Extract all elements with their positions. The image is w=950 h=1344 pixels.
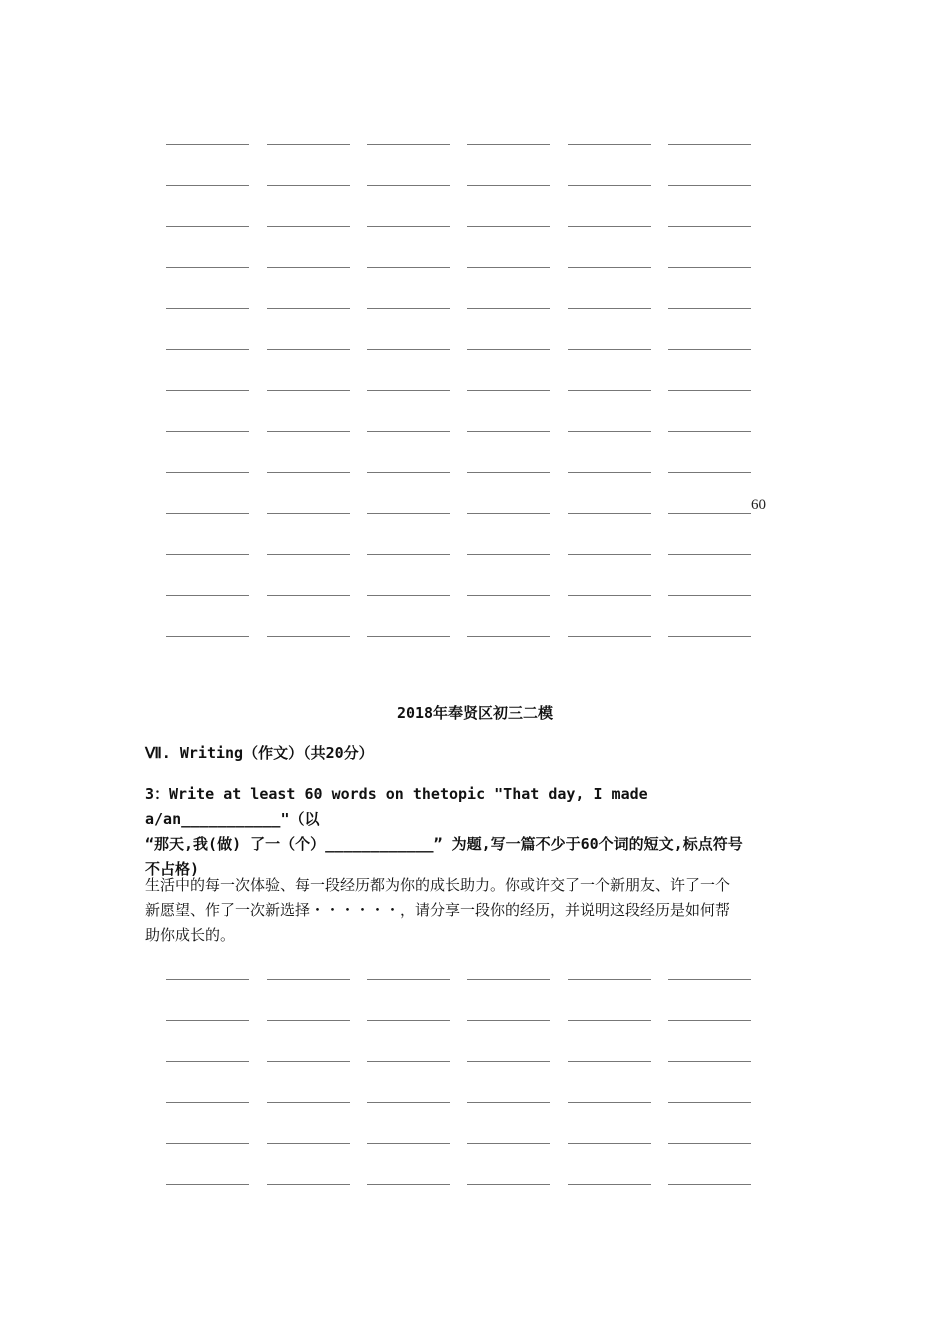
answer-blank[interactable] [166, 267, 249, 268]
answer-blank[interactable] [267, 349, 350, 350]
answer-line-row [0, 349, 950, 351]
answer-blank[interactable] [367, 349, 450, 350]
answer-line-row [0, 1061, 950, 1063]
answer-blank[interactable] [467, 1184, 550, 1185]
answer-blank[interactable] [166, 595, 249, 596]
answer-blank[interactable] [166, 1102, 249, 1103]
answer-blank[interactable] [267, 472, 350, 473]
answer-blank[interactable] [367, 636, 450, 637]
page-title: 2018年奉贤区初三二模 [396, 704, 554, 722]
answer-blank[interactable] [568, 1184, 651, 1185]
answer-blank[interactable] [267, 267, 350, 268]
answer-line-row [0, 226, 950, 228]
answer-blank[interactable] [467, 144, 550, 145]
answer-blank[interactable] [367, 390, 450, 391]
answer-blank[interactable] [568, 472, 651, 473]
answer-line-row [0, 595, 950, 597]
description-line-1: 生活中的每一次体验、每一段经历都为你的成长助力。你或许交了一个新朋友、许了一个 [145, 876, 731, 894]
answer-blank[interactable] [568, 979, 651, 980]
answer-blank[interactable] [367, 308, 450, 309]
answer-blank[interactable] [367, 1102, 450, 1103]
answer-line-row [0, 979, 950, 981]
answer-blank[interactable] [467, 513, 550, 514]
answer-blank[interactable] [467, 554, 550, 555]
answer-blank[interactable] [267, 144, 350, 145]
answer-blank[interactable] [568, 554, 651, 555]
answer-blank[interactable] [467, 390, 550, 391]
answer-blank[interactable] [267, 513, 350, 514]
answer-blank[interactable] [467, 979, 550, 980]
answer-blank[interactable] [166, 472, 249, 473]
answer-blank[interactable] [267, 185, 350, 186]
answer-blank[interactable] [467, 308, 550, 309]
answer-line-row [0, 308, 950, 310]
answer-blank[interactable] [568, 267, 651, 268]
answer-blank[interactable] [568, 1143, 651, 1144]
answer-blank[interactable] [467, 1143, 550, 1144]
answer-blank[interactable] [166, 513, 249, 514]
answer-blank[interactable] [267, 226, 350, 227]
answer-blank[interactable] [668, 1143, 751, 1144]
answer-blank[interactable] [568, 1061, 651, 1062]
answer-blank[interactable] [467, 636, 550, 637]
answer-blank[interactable] [568, 513, 651, 514]
answer-blank[interactable] [668, 1061, 751, 1062]
answer-blank[interactable] [467, 1020, 550, 1021]
answer-blank[interactable] [568, 308, 651, 309]
answer-blank[interactable] [367, 144, 450, 145]
writing-prompt [145, 782, 810, 882]
answer-blank[interactable] [166, 554, 249, 555]
answer-blank[interactable] [568, 144, 651, 145]
answer-line-row [0, 1020, 950, 1022]
answer-blank[interactable] [367, 431, 450, 432]
answer-blank[interactable] [267, 1143, 350, 1144]
answer-blank[interactable] [367, 226, 450, 227]
answer-blank[interactable] [166, 431, 249, 432]
answer-blank[interactable] [166, 636, 249, 637]
answer-blank[interactable] [668, 472, 751, 473]
answer-blank[interactable] [467, 267, 550, 268]
answer-blank[interactable] [367, 513, 450, 514]
answer-blank[interactable] [166, 349, 249, 350]
answer-line-row [0, 554, 950, 556]
answer-blank[interactable] [367, 1143, 450, 1144]
description-line-2: 新愿望、作了一次新选择・・・・・・，请分享一段你的经历，并说明这段经历是如何帮 [145, 901, 731, 919]
answer-blank[interactable] [668, 636, 751, 637]
answer-line-row [0, 1143, 950, 1145]
answer-blank[interactable] [668, 431, 751, 432]
answer-blank[interactable] [668, 554, 751, 555]
answer-blank[interactable] [668, 595, 751, 596]
prompt-line-3: 不占格) [145, 860, 200, 878]
prompt-line-2: “那天,我(做) 了一（个）____________” 为题,写一篇不少于60个词的短文,标点符号 [145, 835, 743, 853]
answer-blank[interactable] [166, 1184, 249, 1185]
answer-blank[interactable] [467, 349, 550, 350]
answer-blank[interactable] [467, 472, 550, 473]
answer-blank[interactable] [668, 144, 751, 145]
answer-blank[interactable] [367, 1184, 450, 1185]
answer-blank[interactable] [668, 308, 751, 309]
answer-blank[interactable] [267, 595, 350, 596]
answer-blank[interactable] [367, 1061, 450, 1062]
answer-line-row [0, 1184, 950, 1186]
answer-blank[interactable] [166, 144, 249, 145]
answer-blank[interactable] [367, 185, 450, 186]
answer-blank[interactable] [367, 554, 450, 555]
answer-blank[interactable] [568, 1020, 651, 1021]
answer-line-row [0, 636, 950, 638]
answer-blank[interactable] [668, 513, 751, 514]
answer-blank[interactable] [568, 349, 651, 350]
section-heading: Ⅶ. Writing（作文）（共20分） [145, 744, 374, 762]
answer-blank[interactable] [568, 185, 651, 186]
answer-blank[interactable] [267, 390, 350, 391]
word-count-marker: 60 [751, 497, 766, 513]
answer-blank[interactable] [367, 267, 450, 268]
prompt-line-1: 3：Write at least 60 words on thetopic "That day, I made a/an___________"（以 [145, 785, 648, 828]
answer-blank[interactable] [568, 636, 651, 637]
answer-blank[interactable] [467, 185, 550, 186]
answer-blank[interactable] [467, 1102, 550, 1103]
answer-blank[interactable] [467, 1061, 550, 1062]
answer-blank[interactable] [267, 431, 350, 432]
answer-blank[interactable] [668, 390, 751, 391]
answer-blank[interactable] [166, 1143, 249, 1144]
answer-blank[interactable] [166, 390, 249, 391]
answer-line-row [0, 267, 950, 269]
answer-blank[interactable] [267, 1184, 350, 1185]
answer-blank[interactable] [367, 472, 450, 473]
answer-blank[interactable] [267, 1061, 350, 1062]
answer-blank[interactable] [166, 979, 249, 980]
answer-blank[interactable] [668, 1184, 751, 1185]
answer-blank[interactable] [267, 636, 350, 637]
description-line-3: 助你成长的。 [145, 926, 236, 944]
answer-blank[interactable] [668, 226, 751, 227]
answer-blank[interactable] [166, 185, 249, 186]
answer-blank[interactable] [367, 1020, 450, 1021]
answer-blank[interactable] [467, 595, 550, 596]
answer-blank[interactable] [166, 226, 249, 227]
answer-blank[interactable] [267, 308, 350, 309]
answer-blank[interactable] [568, 595, 651, 596]
answer-blank[interactable] [166, 308, 249, 309]
answer-line-row [0, 390, 950, 392]
answer-blank[interactable] [668, 185, 751, 186]
answer-blank[interactable] [568, 226, 651, 227]
answer-blank[interactable] [367, 595, 450, 596]
answer-blank[interactable] [166, 1061, 249, 1062]
answer-blank[interactable] [568, 431, 651, 432]
answer-line-row [0, 431, 950, 433]
answer-blank[interactable] [668, 1102, 751, 1103]
answer-blank[interactable] [467, 226, 550, 227]
answer-line-row [0, 472, 950, 474]
answer-blank[interactable] [267, 979, 350, 980]
answer-line-row [0, 497, 950, 515]
answer-blank[interactable] [568, 390, 651, 391]
answer-blank[interactable] [367, 979, 450, 980]
answer-line-row [0, 144, 950, 146]
answer-blank[interactable] [267, 554, 350, 555]
answer-blank[interactable] [267, 1102, 350, 1103]
answer-blank[interactable] [568, 1102, 651, 1103]
answer-blank[interactable] [668, 349, 751, 350]
answer-blank[interactable] [668, 267, 751, 268]
answer-blank[interactable] [668, 979, 751, 980]
writing-description [145, 873, 810, 948]
answer-blank[interactable] [467, 431, 550, 432]
answer-blank[interactable] [668, 1020, 751, 1021]
answer-line-row [0, 1102, 950, 1104]
answer-blank[interactable] [267, 1020, 350, 1021]
answer-blank[interactable] [166, 1020, 249, 1021]
answer-line-row [0, 185, 950, 187]
